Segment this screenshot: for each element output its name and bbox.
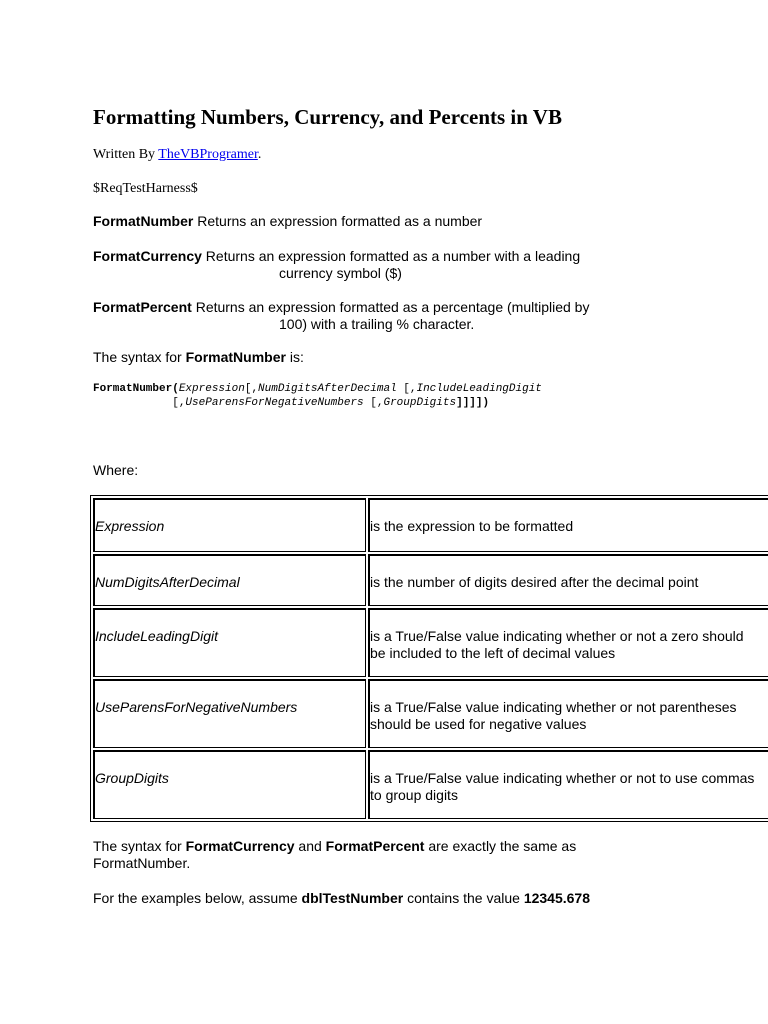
note-text: are exactly the same as <box>424 838 577 854</box>
author-link[interactable]: TheVBProgramer <box>158 147 258 162</box>
note-text: FormatNumber. <box>93 855 191 871</box>
syntax-intro <box>93 349 304 366</box>
parameter-description <box>368 554 768 606</box>
syntax-intro-suffix: is: <box>285 349 304 365</box>
byline <box>93 147 261 163</box>
function-description-continued: currency symbol ($) <box>279 265 402 281</box>
description-line: is a True/False value indicating whether or not a zero should <box>370 628 744 644</box>
description-line: to group digits <box>370 787 458 803</box>
formatnumber-description <box>93 213 482 230</box>
parameter-description <box>368 608 768 677</box>
example-intro <box>93 890 590 907</box>
code-function: FormatNumber( <box>93 383 179 395</box>
note-text: and <box>294 838 326 854</box>
description-line: is a True/False value indicating whether or not parentheses <box>370 699 737 715</box>
syntax-intro-prefix: The syntax for <box>93 349 186 365</box>
parameter-name: GroupDigits <box>93 750 366 819</box>
code-param: Expression <box>178 383 245 395</box>
parameter-description <box>368 750 768 819</box>
description-line: is the number of digits desired after the decimal point <box>370 574 699 590</box>
note-text: The syntax for <box>93 838 186 854</box>
test-harness-placeholder: $ReqTestHarness$ <box>93 181 198 196</box>
syntax-note <box>93 838 576 872</box>
function-name: FormatCurrency <box>93 248 202 264</box>
example-variable: dblTestNumber <box>301 890 404 906</box>
code-param: UseParensForNegativeNumbers <box>185 397 364 409</box>
description-line: is a True/False value indicating whether or not to use commas <box>370 770 755 786</box>
parameter-name: UseParensForNegativeNumbers <box>93 679 366 748</box>
function-description-continued: 100) with a trailing % character. <box>279 316 475 332</box>
parameter-name: Expression <box>93 498 366 552</box>
function-name: FormatPercent <box>93 299 192 315</box>
note-function: FormatPercent <box>325 838 425 854</box>
formatpercent-description <box>93 299 589 333</box>
parameter-name: IncludeLeadingDigit <box>93 608 366 677</box>
byline-suffix: . <box>257 147 262 162</box>
parameter-description <box>368 679 768 748</box>
syntax-intro-function: FormatNumber <box>185 349 286 365</box>
table-row <box>93 608 768 677</box>
syntax-code-block <box>93 382 542 410</box>
code-indent <box>93 397 172 409</box>
code-close: ]]]]) <box>456 397 490 409</box>
code-bracket: [, <box>244 383 259 395</box>
example-text: contains the value <box>403 890 524 906</box>
example-text: For the examples below, assume <box>93 890 302 906</box>
description-line: is the expression to be formatted <box>370 518 574 534</box>
parameter-name: NumDigitsAfterDecimal <box>93 554 366 606</box>
byline-prefix: Written By <box>93 147 159 162</box>
function-description: Returns an expression formatted as a number with a leading <box>201 248 581 264</box>
code-bracket: [, <box>363 397 384 409</box>
table-row <box>93 750 768 819</box>
code-bracket: [, <box>172 397 186 409</box>
description-line: should be used for negative values <box>370 716 587 732</box>
table-row <box>93 679 768 748</box>
code-param: IncludeLeadingDigit <box>416 383 542 395</box>
table-row <box>93 554 768 606</box>
table-row <box>93 498 768 552</box>
function-description: Returns an expression formatted as a percentage (multiplied by <box>191 299 590 315</box>
formatcurrency-description <box>93 248 580 282</box>
description-line: be included to the left of decimal values <box>370 645 616 661</box>
code-param: NumDigitsAfterDecimal <box>258 383 397 395</box>
function-description: Returns an expression formatted as a number <box>193 213 483 229</box>
parameters-table <box>90 495 768 822</box>
function-name: FormatNumber <box>93 213 194 229</box>
example-value: 12345.678 <box>523 890 591 906</box>
where-label: Where: <box>93 462 139 478</box>
code-bracket: [, <box>396 383 417 395</box>
code-param: GroupDigits <box>383 397 457 409</box>
note-function: FormatCurrency <box>185 838 295 854</box>
page-title: Formatting Numbers, Currency, and Percents in VB <box>93 105 562 129</box>
parameter-description <box>368 498 768 552</box>
